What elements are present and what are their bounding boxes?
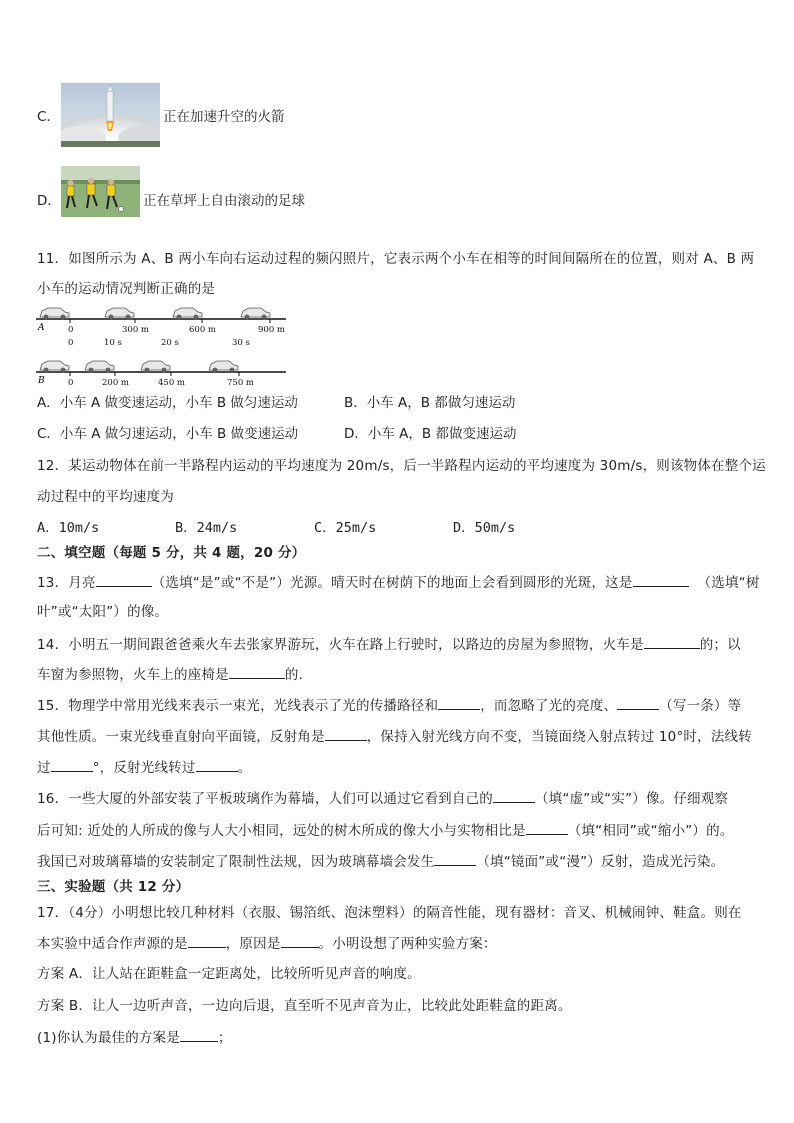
rocket-launch-image	[61, 83, 160, 147]
time-2: 20 s	[161, 338, 179, 348]
q12-option-c: C．25m/s	[314, 520, 377, 536]
question-15-line1	[37, 695, 741, 716]
section-2-heading: 二、填空题（每题 5 分，共 4 题，20 分）	[37, 545, 306, 561]
q15-text-1: 15．物理学中常用光线来表示一束光，光线表示了光的传播路径和	[37, 698, 439, 714]
q14-text-3: 车窗为参照物，火车上的座椅是	[37, 667, 229, 683]
question-14-line1	[37, 634, 741, 655]
q16-blank-3	[434, 851, 476, 866]
track-a-label: A	[38, 323, 45, 333]
a-pos-2: 600 m	[189, 325, 216, 335]
car-a-0	[40, 308, 69, 319]
b-pos-3: 750 m	[227, 378, 254, 388]
q15-text-4: 其他性质。一束光线垂直射向平面镜，反射角是	[37, 729, 325, 745]
q16-text-5: 我国已对玻璃幕墙的安装制定了限制性法规，因为玻璃幕墙会发生	[37, 854, 435, 870]
q15-text-5: ，保持入射光线方向不变，当镜面绕入射点转过 10°时，法线转	[366, 729, 752, 745]
q14-blank-2	[229, 664, 285, 679]
question-17-line1: 17．（4分）小明想比较几种材料（衣服、锡箔纸、泡沫塑料）的隔音性能，现有器材：音叉、机械闹钟、鞋盒。则在	[37, 905, 742, 921]
q13-text-2: （选填“是”或“不是”）光源。晴天时在树荫下的地面上会看到圆形的光斑，这是	[151, 575, 633, 591]
question-15-line2	[37, 726, 752, 747]
question-15-line3	[37, 757, 251, 778]
question-16-line2	[37, 820, 734, 841]
car-a-2	[173, 308, 202, 319]
q17-blank-1	[188, 933, 226, 948]
car-a-3	[241, 308, 270, 319]
q15-text-3: （写一条）等	[659, 698, 742, 714]
question-11-line1: 11．如图所示为 A、B 两小车向右运动过程的频闪照片，它表示两个小车在相等的时间间隔所在的位置，则对 A、B 两	[37, 251, 755, 267]
q11-option-a: A．小车 A 做变速运动，小车 B 做匀速运动	[37, 395, 298, 411]
b-pos-0: 0	[68, 378, 74, 388]
section-3-heading: 三、实验题（共 12 分）	[37, 879, 190, 895]
question-13-line1	[37, 572, 760, 593]
q12-option-b: B．24m/s	[175, 520, 238, 536]
q17-text-4: (1)你认为最佳的方案是	[37, 1030, 181, 1046]
question-12-line2: 动过程中的平均速度为	[37, 489, 174, 505]
q16-text-2: （填“虚”或“实”）像。仔细观察	[534, 791, 729, 807]
question-13-line2: 叶”或“太阳”）的像。	[37, 604, 169, 620]
track-b-label: B	[38, 376, 45, 386]
q16-text-1: 16．一些大厦的外部安装了平板玻璃作为幕墙，人们可以通过它看到自己的	[37, 791, 493, 807]
q16-text-6: （填“镜面”或“漫”）反射，造成光污染。	[476, 854, 725, 870]
q15-blank-1	[438, 695, 480, 710]
question-17-plan-a: 方案 A．让人站在距鞋盒一定距离处，比较所听见声音的响度。	[37, 966, 421, 982]
q17-blank-2	[281, 933, 319, 948]
q15-text-2: ，而忽略了光的亮度、	[480, 698, 618, 714]
car-b-3	[209, 361, 238, 372]
option-d-letter: D．	[37, 193, 61, 209]
question-12-line1: 12．某运动物体在前一半路程内运动的平均速度为 20m/s，后一半路程内运动的平均速度为 30m/s，则该物体在整个运	[37, 458, 766, 474]
time-3: 30 s	[232, 338, 250, 348]
q11-option-d: D．小车 A，B 都做变速运动	[344, 426, 517, 442]
time-0: 0	[68, 338, 74, 348]
car-b-1	[85, 361, 114, 372]
q13-text-1: 13．月亮	[37, 575, 96, 591]
q16-blank-2	[526, 820, 568, 835]
q17-text-2: ，原因是	[225, 936, 281, 952]
option-d-text: 正在草坪上自由滚动的足球	[143, 193, 305, 209]
a-pos-1: 300 m	[122, 325, 149, 335]
q15-blank-4	[51, 757, 93, 772]
option-c-letter: C．	[37, 109, 60, 125]
q14-blank-1	[644, 634, 700, 649]
car-b-2	[141, 361, 170, 372]
a-pos-0: 0	[68, 325, 74, 335]
question-16-line3	[37, 851, 724, 872]
q11-option-c: C．小车 A 做匀速运动，小车 B 做变速运动	[37, 426, 299, 442]
b-pos-1: 200 m	[102, 378, 129, 388]
q15-text-6: 过	[37, 760, 51, 776]
q14-text-1: 14．小明五一期间跟爸爸乘火车去张家界游玩，火车在路上行驶时，以路边的房屋为参照物，火车是	[37, 637, 644, 653]
q17-blank-3	[180, 1027, 218, 1042]
question-17-sub-1	[37, 1027, 232, 1048]
q14-text-2: 的；以	[699, 637, 741, 653]
q17-text-5: ；	[218, 1030, 232, 1046]
car-strobe-figure	[36, 302, 296, 390]
b-pos-2: 450 m	[158, 378, 185, 388]
car-b-0	[40, 361, 69, 372]
time-1: 10 s	[104, 338, 122, 348]
question-11-line2: 小车的运动情况判断正确的是	[37, 281, 216, 297]
car-a-1	[105, 308, 134, 319]
q17-text-3: 。小明设想了两种实验方案：	[318, 936, 497, 952]
q15-blank-5	[196, 757, 238, 772]
q16-blank-1	[493, 788, 535, 803]
q15-blank-2	[617, 695, 659, 710]
q16-text-4: （填“相同”或“缩小”）的。	[567, 823, 734, 839]
q17-text-1: 本实验中适合作声源的是	[37, 936, 188, 952]
question-14-line2	[37, 664, 303, 685]
soccer-players-image	[61, 166, 140, 217]
question-17-line2	[37, 933, 497, 954]
q11-option-b: B．小车 A，B 都做匀速运动	[344, 395, 516, 411]
question-16-line1	[37, 788, 728, 809]
q13-blank-2	[633, 572, 689, 587]
q13-text-3: （选填“树	[697, 575, 760, 591]
q15-text-7: °，反射光线转过	[92, 760, 196, 776]
q12-option-a: A．10m/s	[37, 520, 100, 536]
question-17-plan-b: 方案 B．让人一边听声音，一边向后退，直至听不见声音为止，比较此处距鞋盒的距离。	[37, 998, 572, 1014]
q12-option-d: D．50m/s	[453, 520, 516, 536]
q15-text-8: 。	[237, 760, 252, 776]
option-c-text: 正在加速升空的火箭	[163, 109, 285, 125]
a-pos-3: 900 m	[258, 325, 285, 335]
q14-text-4: 的.	[284, 667, 304, 683]
q16-text-3: 后可知: 近处的人所成的像与人大小相同，远处的树木所成的像大小与实物相比是	[37, 823, 526, 839]
q13-blank-1	[96, 572, 152, 587]
q15-blank-3	[325, 726, 367, 741]
